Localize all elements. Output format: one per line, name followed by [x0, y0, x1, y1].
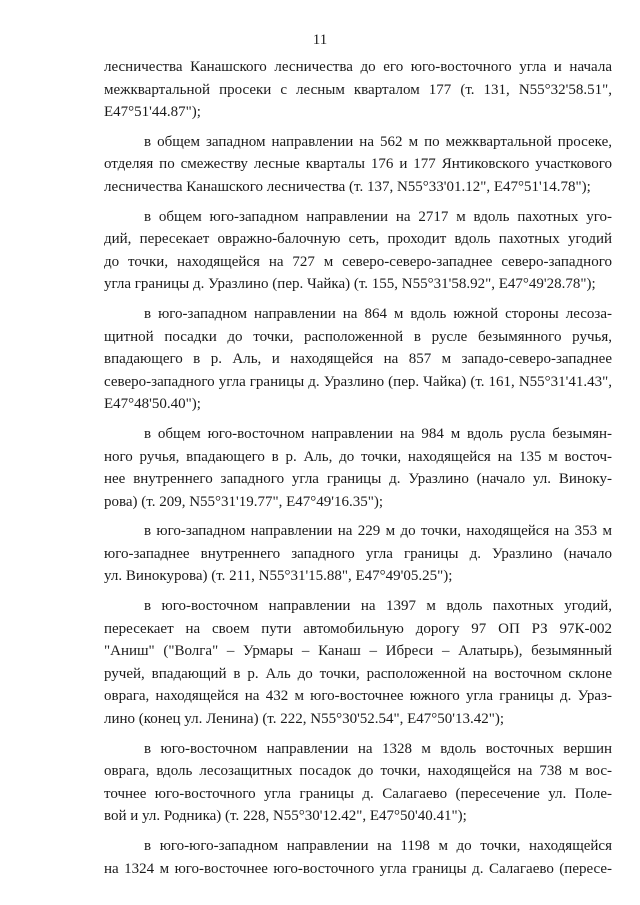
paragraph: [104, 738, 612, 828]
text-line: вой и ул. Родника) (т. 228, N55°30'12.42", E47°50'40.41");: [104, 808, 467, 825]
page-number: 11: [312, 32, 328, 48]
paragraph: [104, 520, 612, 588]
text-line: в юго-западном направлении на 229 м до точки, находящейся на 353 м: [144, 523, 612, 540]
text-line: в юго-восточном направлении на 1328 м вдоль восточных вершин: [144, 740, 612, 757]
text-line: на 1324 м юго-восточнее юго-восточного угла границы д. Салагаево (пересе-: [104, 860, 612, 877]
text-line: лесничества Канашского лесничества (т. 137, N55°33'01.12", E47°51'14.78");: [104, 178, 591, 195]
text-line: до точки, находящейся на 727 м северо-северо-западнее северо-западного: [104, 253, 612, 270]
text-line: лино (конец ул. Ленина) (т. 222, N55°30'52.54", E47°50'13.42");: [104, 711, 505, 728]
text-line: межквартальной просеки с лесным кварталом 177 (т. 131, N55°32'58.51",: [104, 81, 612, 98]
document-body: [104, 56, 612, 887]
paragraph: [104, 56, 612, 124]
text-line: E47°51'44.87");: [104, 104, 201, 121]
text-line: щитной посадки до точки, расположенной в русле безымянного ручья,: [104, 328, 612, 345]
text-line: оврага, находящейся на 432 м юго-восточнее южного угла границы д. Ураз-: [104, 688, 612, 705]
paragraph: [104, 835, 612, 880]
text-line: впадающего в р. Аль, и находящейся на 857 м западо-северо-западнее: [104, 351, 612, 368]
text-line: лесничества Канашского лесничества до его юго-восточного угла и начала: [104, 59, 612, 75]
paragraph: [104, 131, 612, 199]
text-line: в юго-западном направлении на 864 м вдоль южной стороны лесоза-: [144, 305, 612, 322]
paragraph: [104, 595, 612, 731]
text-line: северо-западного угла границы д. Уразлино (пер. Чайка) (т. 161, N55°31'41.43",: [104, 373, 612, 390]
text-line: угла границы д. Уразлино (пер. Чайка) (т. 155, N55°31'58.92", E47°49'28.78");: [104, 276, 596, 293]
text-line: "Аниш" ("Волга" – Урмары – Канаш – Ибреси – Алатырь), безымянный: [104, 643, 612, 660]
paragraph: [104, 303, 612, 416]
text-line: в юго-юго-западном направлении на 1198 м до точки, находящейся: [144, 838, 612, 854]
text-line: точнее юго-восточного угла границы д. Салагаево (пересечение ул. Поле-: [104, 785, 612, 802]
text-line: пересекает на своем пути автомобильную дорогу 97 ОП РЗ 97К-002: [104, 620, 612, 637]
text-line: рова) (т. 209, N55°31'19.77", E47°49'16.35");: [104, 493, 384, 510]
text-line: ного ручья, впадающего в р. Аль, до точки, находящейся на 135 м восточ-: [104, 448, 612, 465]
text-line: ул. Винокурова) (т. 211, N55°31'15.88", E47°49'05.25");: [104, 568, 453, 585]
text-line: оврага, вдоль лесозащитных посадок до точки, находящейся на 738 м вос-: [104, 763, 612, 780]
paragraph: [104, 206, 612, 296]
text-line: ручей, впадающий в р. Аль до точки, расположенной на восточном склоне: [104, 665, 612, 682]
text-line: юго-западнее внутреннего западного угла границы д. Уразлино (начало: [104, 545, 612, 562]
text-line: дий, пересекает овражно-балочную сеть, проходит вдоль пахотных угодий: [104, 231, 612, 248]
text-line: в общем западном направлении на 562 м по межквартальной просеке,: [144, 133, 612, 150]
text-line: в общем юго-западном направлении на 2717 м вдоль пахотных уго-: [144, 208, 612, 225]
text-line: отделяя по смежеству лесные кварталы 176 и 177 Янтиковского участкового: [104, 156, 612, 173]
text-line: в юго-восточном направлении на 1397 м вдоль пахотных угодий,: [144, 598, 612, 615]
text-line: нее внутреннего западного угла границы д. Уразлино (начало ул. Винoку-: [104, 471, 612, 488]
text-line: E47°48'50.40");: [104, 396, 201, 413]
text-line: в общем юго-восточном направлении на 984 м вдоль русла безымян-: [144, 425, 612, 442]
paragraph: [104, 423, 612, 513]
